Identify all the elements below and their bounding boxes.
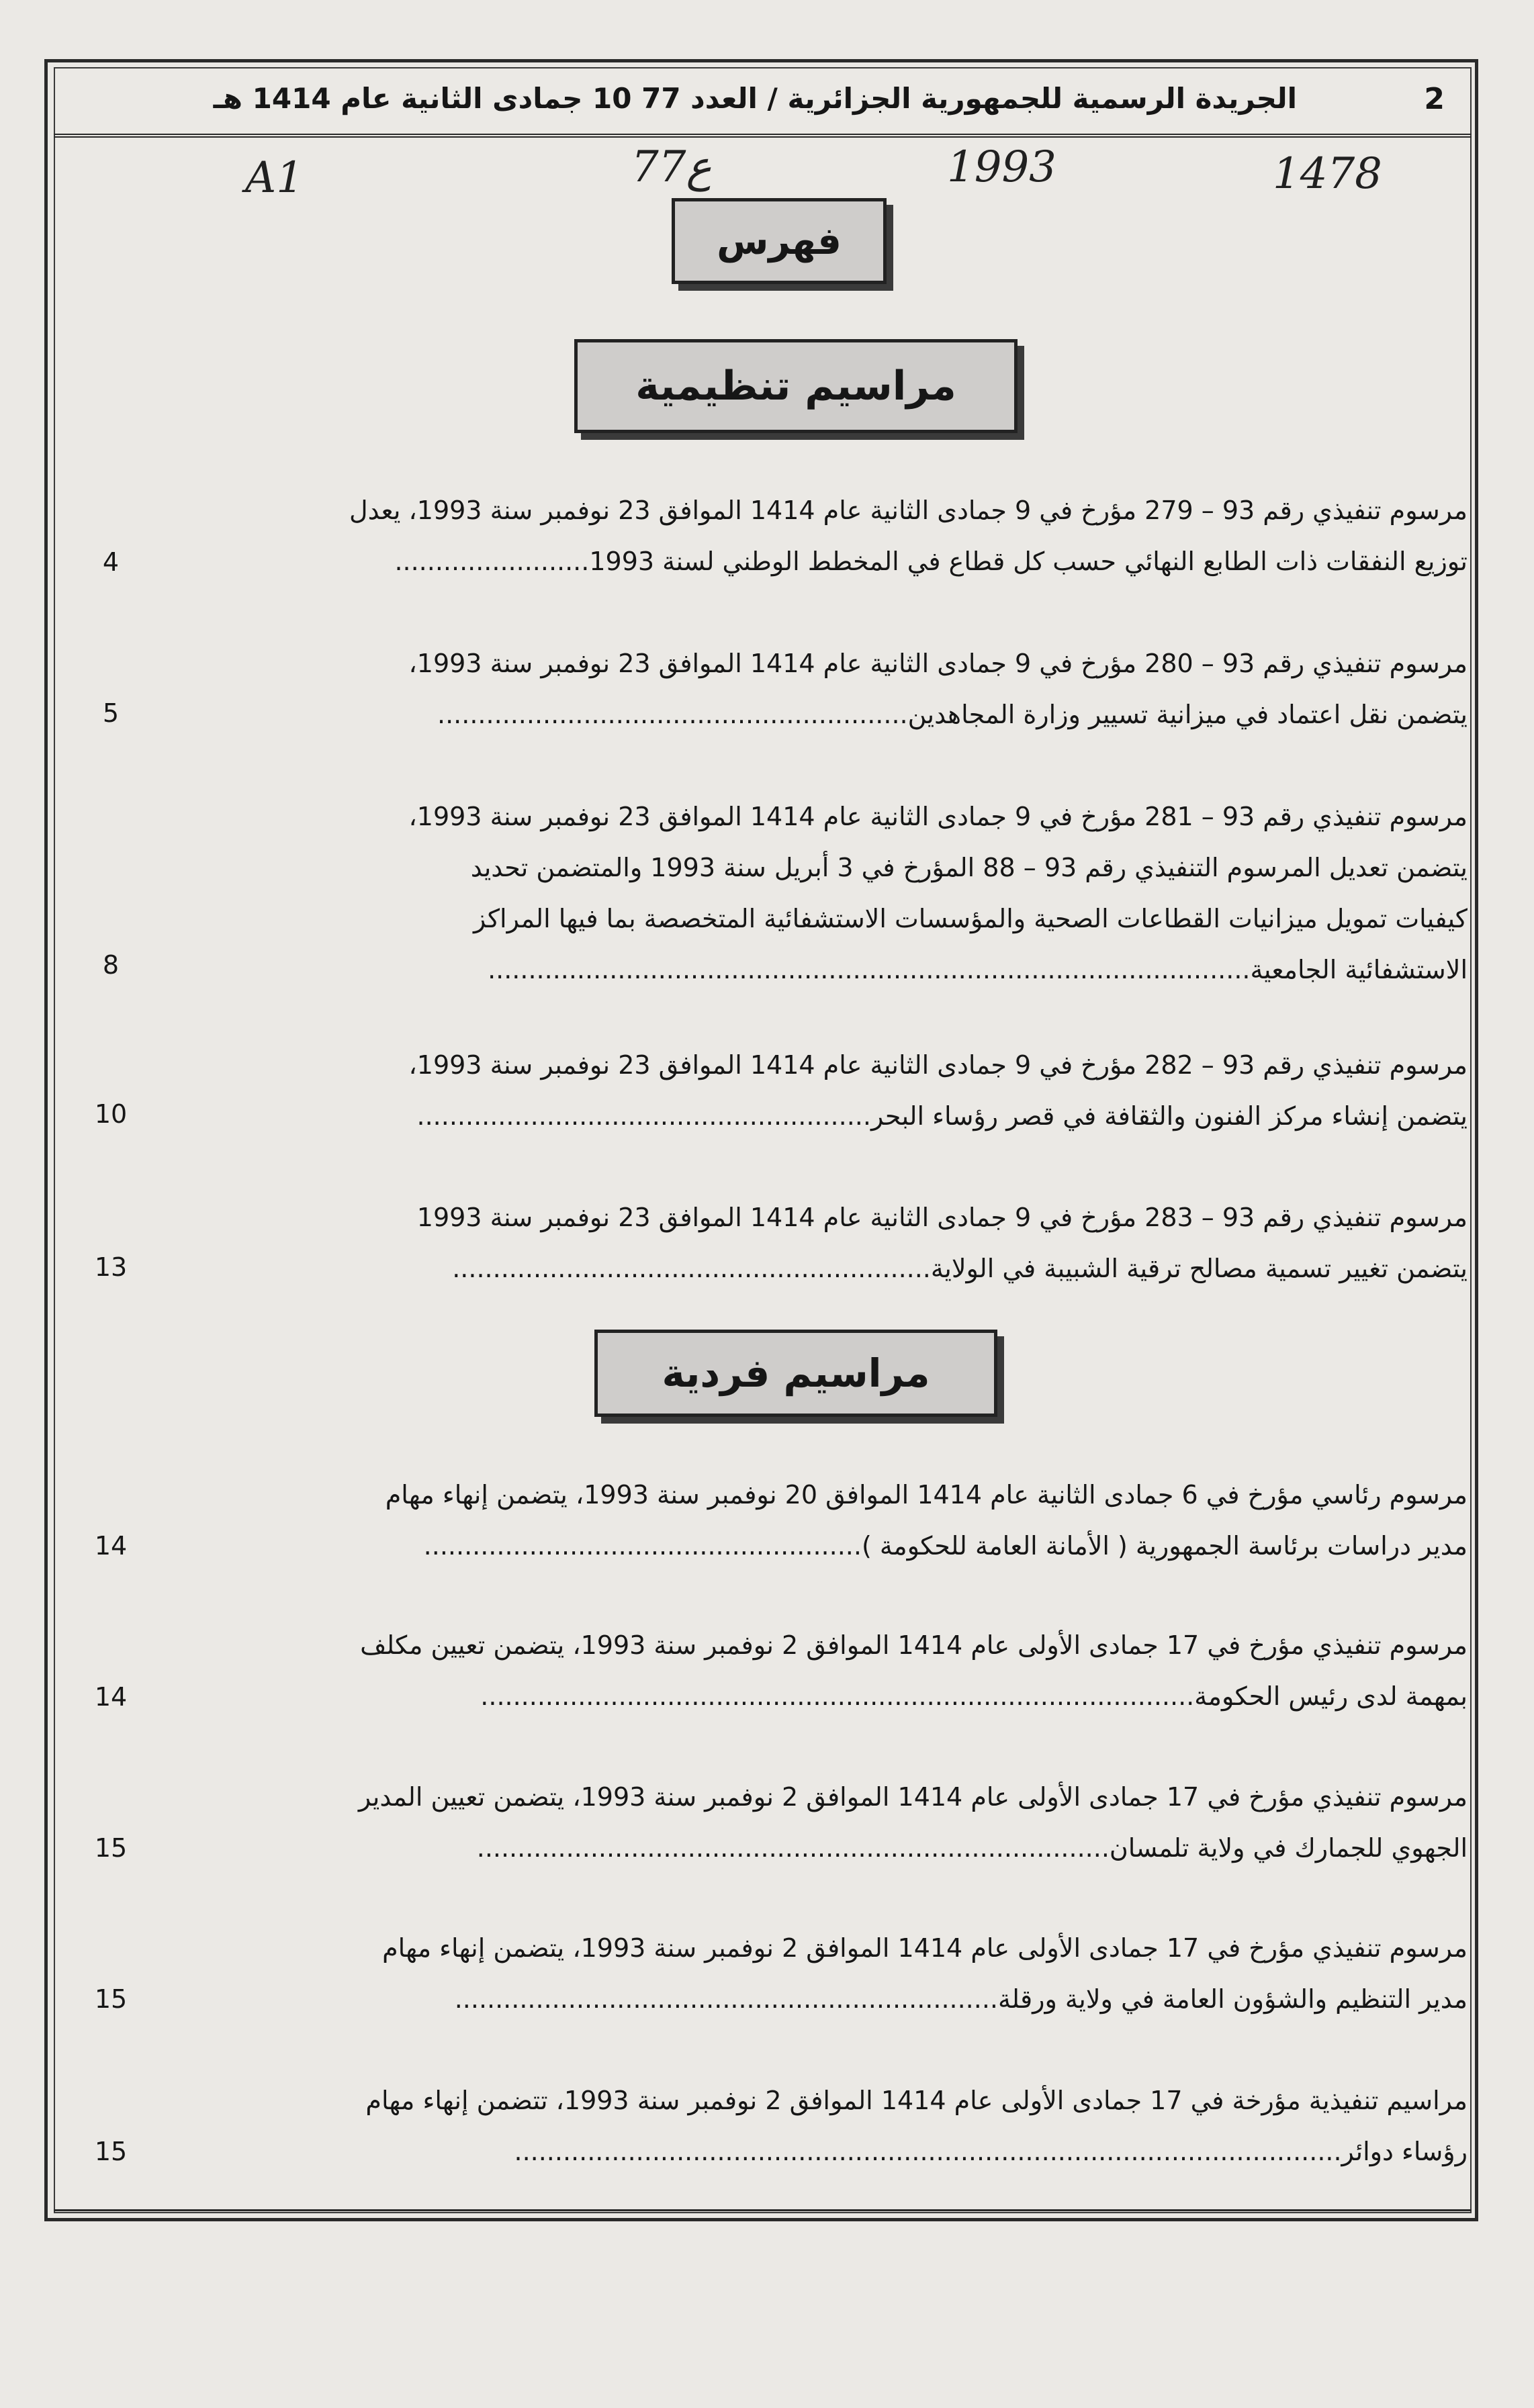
toc-page-number: 14 <box>94 1531 128 1561</box>
toc-page-number: 10 <box>94 1099 128 1129</box>
toc-entry: مرسوم تنفيذي رقم 93 – 279 مؤرخ في 9 جمادى الثانية عام 1414 الموافق 23 نوفمبر سنة 1993، يعدل توزيع النفقات ذات الطابع النهائي حسب كل قطاع في المخطط الوطني لسنة 1993........................ <box>349 496 1468 576</box>
toc-entry: مرسوم تنفيذي رقم 93 – 280 مؤرخ في 9 جمادى الثانية عام 1414 الموافق 23 نوفمبر سنة 1993، يتضمن نقل اعتماد في ميزانية تسيير وزارة المجاهدين.......................................................... <box>408 649 1468 729</box>
toc-entry: مرسوم تنفيذي رقم 93 – 281 مؤرخ في 9 جمادى الثانية عام 1414 الموافق 23 نوفمبر سنة 1993، يتضمن تعديل المرسوم التنفيذي رقم 93 – 88 المؤرخ في 3 أبريل سنة 1993 والمتضمن تحديد كيفيات تمويل ميزانيات القطاعات الصحية والمؤسسات الاستشفائية المتخصصة بما فيها المراكز الاستشفائية الجامعية.............................................................................................. <box>408 802 1468 984</box>
toc-entry: مراسيم تنفيذية مؤرخة في 17 جمادى الأولى عام 1414 الموافق 2 نوفمبر سنة 1993، تتضمن إنهاء مهام رؤساء دوائر...................................................................................................... <box>365 2086 1468 2166</box>
toc-page-number: 4 <box>102 547 120 577</box>
handwritten-note-left: A1 <box>245 153 304 203</box>
toc-heading: فهرس <box>672 198 887 284</box>
individual-decrees-heading: مراسيم فردية <box>594 1330 997 1417</box>
toc-entry: مرسوم رئاسي مؤرخ في 6 جمادى الثانية عام 1414 الموافق 20 نوفمبر سنة 1993، يتضمن إنهاء مهام مدير دراسات برئاسة الجمهورية ( الأمانة العامة للحكومة )...................................................... <box>385 1480 1468 1561</box>
toc-entry: مرسوم تنفيذي مؤرخ في 17 جمادى الأولى عام 1414 الموافق 2 نوفمبر سنة 1993، يتضمن تعيين مكلف بمهمة لدى رئيس الحكومة........................................................................................ <box>360 1630 1468 1711</box>
gazette-title: الجريدة الرسمية للجمهورية الجزائرية / العدد 77 10 جمادى الثانية عام 1414 هـ <box>213 82 1297 115</box>
page-header <box>54 67 1472 138</box>
toc-page-number: 13 <box>94 1252 128 1282</box>
handwritten-note-right: 1478 <box>1273 149 1382 199</box>
toc-entry: مرسوم تنفيذي مؤرخ في 17 جمادى الأولى عام 1414 الموافق 2 نوفمبر سنة 1993، يتضمن إنهاء مهام مدير التنظيم والشؤون العامة في ولاية ورقلة................................................................... <box>382 1933 1468 2014</box>
handwritten-issue: 77ع <box>631 142 712 192</box>
toc-page-number: 15 <box>94 1833 128 1863</box>
page-number: 2 <box>1424 82 1445 116</box>
toc-page-number: 14 <box>94 1682 128 1712</box>
toc-entry: مرسوم تنفيذي رقم 93 – 282 مؤرخ في 9 جمادى الثانية عام 1414 الموافق 23 نوفمبر سنة 1993، يتضمن إنشاء مركز الفنون والثقافة في قصر رؤساء البحر........................................................ <box>408 1050 1468 1131</box>
toc-page-number: 15 <box>94 1984 128 2014</box>
toc-entry: مرسوم تنفيذي مؤرخ في 17 جمادى الأولى عام 1414 الموافق 2 نوفمبر سنة 1993، يتضمن تعيين المدير الجهوي للجمارك في ولاية تلمسان.............................................................................. <box>358 1782 1468 1863</box>
toc-entry: مرسوم تنفيذي رقم 93 – 283 مؤرخ في 9 جمادى الثانية عام 1414 الموافق 23 نوفمبر سنة 1993 يتضمن تغيير تسمية مصالح ترقية الشبيبة في الولاية........................................................... <box>416 1203 1468 1283</box>
toc-page-number: 15 <box>94 2137 128 2166</box>
handwritten-year: 1993 <box>947 142 1056 192</box>
bottom-rule <box>54 2209 1472 2211</box>
toc-page-number: 5 <box>102 698 120 728</box>
toc-page-number: 8 <box>102 950 120 980</box>
regulatory-decrees-heading: مراسيم تنظيمية <box>574 339 1018 433</box>
